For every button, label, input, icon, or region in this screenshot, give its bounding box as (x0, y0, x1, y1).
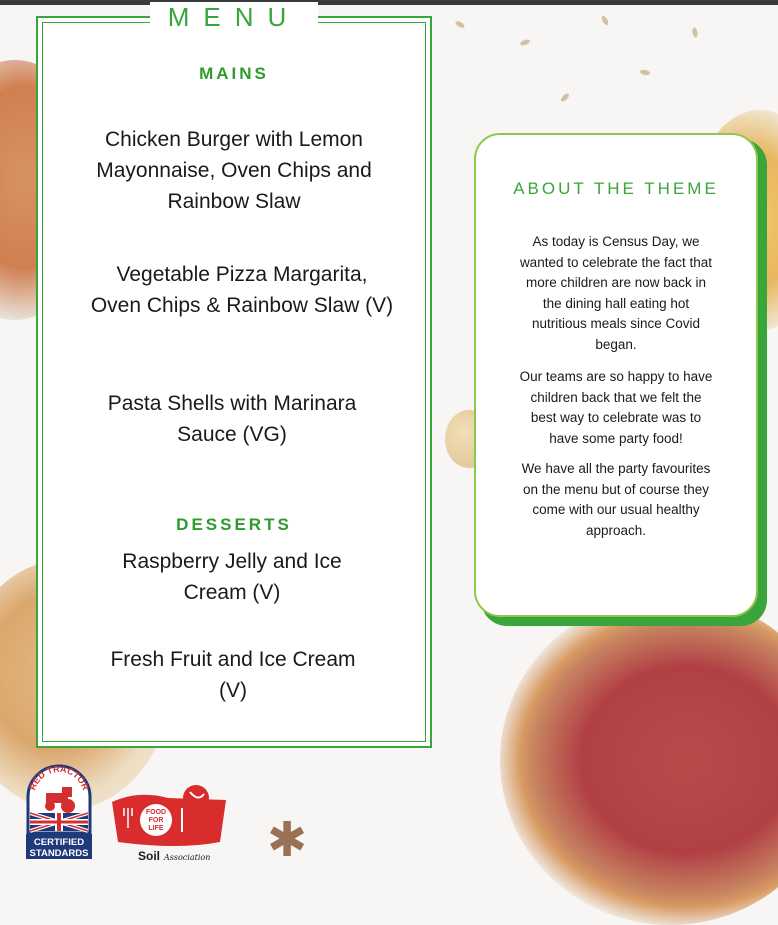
star-anise-decoration: ✱ (266, 812, 308, 868)
union-flag-icon (30, 813, 88, 831)
menu-item: Pasta Shells with Marinara Sauce (VG) (107, 392, 357, 446)
seed-decoration (640, 69, 651, 76)
red-tractor-standards: STANDARDS (29, 848, 89, 859)
spice-bowl-decoration (500, 595, 778, 925)
seed-decoration (692, 27, 699, 38)
menu-item: Raspberry Jelly and Ice Cream (V) (122, 550, 342, 604)
soil-association-bold: Soil (138, 849, 161, 863)
seed-decoration (519, 38, 530, 46)
about-title: ABOUT THE THEME (513, 179, 719, 198)
about-paragraph: We have all the party favourites on the menu but of course they come with our usual healthy approach. (521, 461, 711, 538)
svg-text:FOOD: FOOD (145, 809, 167, 816)
food-for-life-logo (108, 780, 230, 864)
seed-decoration (600, 15, 609, 26)
seed-decoration (454, 20, 465, 29)
menu-item: Fresh Fruit and Ice Cream (V) (110, 648, 356, 702)
svg-text:LIFE: LIFE (148, 825, 164, 832)
red-tractor-logo (24, 757, 94, 860)
section-heading-mains: MAINS (199, 64, 269, 83)
menu-title: MENU (38, 4, 430, 30)
seed-decoration (560, 92, 571, 103)
soil-association-script: Association (164, 853, 211, 862)
svg-text:FOR: FOR (148, 817, 164, 824)
about-paragraph: As today is Census Day, we wanted to celebrate the fact that more children are now back in the dining hall eating hot nutritious meals since Covid began. (519, 234, 713, 352)
section-heading-desserts: DESSERTS (176, 515, 292, 534)
red-tractor-arc-text: RED TRACTOR (27, 763, 91, 792)
about-paragraph: Our teams are so happy to have children back that we felt the best way to celebrate was to have some party food! (519, 369, 713, 446)
menu-item: Vegetable Pizza Margarita, Oven Chips & Rainbow Slaw (V) (90, 263, 394, 317)
menu-item: Chicken Burger with Lemon Mayonnaise, Oven Chips and Rainbow Slaw (96, 128, 372, 213)
about-card (474, 133, 758, 617)
menu-card (36, 2, 432, 748)
red-tractor-certified: CERTIFIED (33, 837, 85, 848)
